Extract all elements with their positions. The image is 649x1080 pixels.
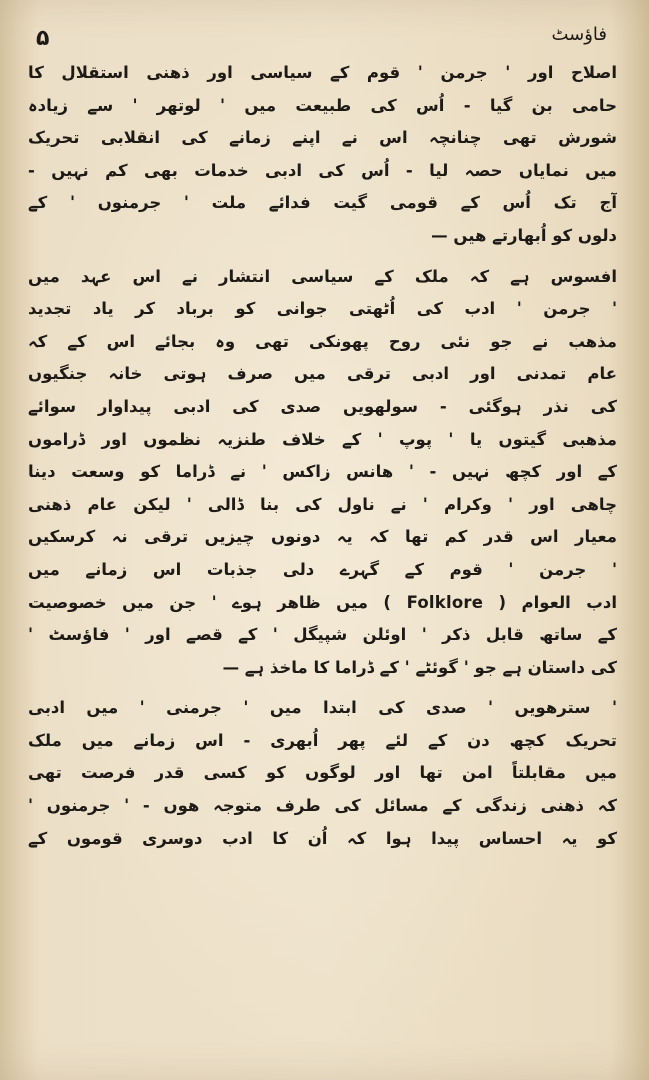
text-line: کے اور کچھ نہیں - ' ھانس زاکس ' نے ڈراما کو وسعت دینا [28,462,617,482]
text-line: ادب العوام ( Folklore ) میں ظاھر ہوے ' جن میں خصوصیت [28,592,617,612]
text-line: اصلاح اور ' جرمن ' قوم کے سیاسی اور ذھنی استقلال کا [28,63,617,82]
text-line: کی نذر ہوگئی - سولھویں صدی کی ادبی پیداوار سوائے [28,396,617,416]
text-line: عام تمدنی اور ادبی ترقی میں صرف ہوتی خانہ جنگیوں [28,364,617,384]
text-line: میں نمایاں حصہ لیا - اُس کی ادبی خدمات بھی کم نہیں - [28,160,617,180]
page-number: ۵ [36,26,50,51]
text-line: مذھبی گیتوں یا ' پوپ ' کے خلاف طنزیہ نظموں اور ڈراموں [28,429,617,449]
text-line: چاھی اور ' وکرام ' نے ناول کی بنا ڈالی ' لیکن عام ذھنی [28,494,617,514]
text-line: افسوس ہے کہ ملک کے سیاسی انتشار نے اس عہد میں [28,266,617,286]
text-line: ' جرمن ' ادب کی اُٹھتی جوانی کو برباد کر یاد تجدید [28,299,617,319]
text-line: کو یہ احساس پیدا ہوا کہ اُن کا ادب دوسری قوموں کے [28,828,617,848]
body-text [28,57,617,855]
text-line: تحریک کچھ دن کے لئے پھر اُبھری - اس زمانے میں ملک [28,730,617,750]
text-line: مذھب نے جو نئی روح پھونکی تھی وہ بجائے اس کے کہ [28,331,617,351]
text-line: حامی بن گیا - اُس کی طبیعت میں ' لوتھر ' سے زیادہ [28,95,617,115]
text-line: ' جرمن ' قوم کے گہرے دلی جذبات اس زمانے میں [28,559,617,579]
text-line: دلوں کو اُبھارتے ھیں — [431,225,617,245]
text-line: شورش تھی چنانچہ اس نے اپنے زمانے کی انقلابی تحریک [28,128,617,148]
text-line: کی داستان ہے جو ' گوئٹے ' کے ڈراما کا ماخذ ہے — [222,657,617,677]
text-line: میں مقابلتاً امن تھا اور لوگوں کو کسی قدر فرصت تھی [28,763,617,783]
text-line: ' سترھویں ' صدی کی ابتدا میں ' جرمنی ' میں ادبی [28,698,617,718]
running-title: فاؤسٹ [551,24,607,45]
text-line: معیار اس قدر کم تھا کہ یہ دونوں چیزیں ترقی نہ کرسکیں [28,527,617,547]
text-line: کہ ذھنی زندگی کے مسائل کی طرف متوجہ ھوں - ' جرمنوں ' [28,796,617,816]
text-line: کے ساتھ قابل ذکر ' اوئلن شپیگل ' کے قصے اور ' فاؤسٹ ' [28,625,617,645]
text-line: آج تک اُس کے قومی گیت فدائے ملت ' جرمنوں ' کے [28,193,617,213]
